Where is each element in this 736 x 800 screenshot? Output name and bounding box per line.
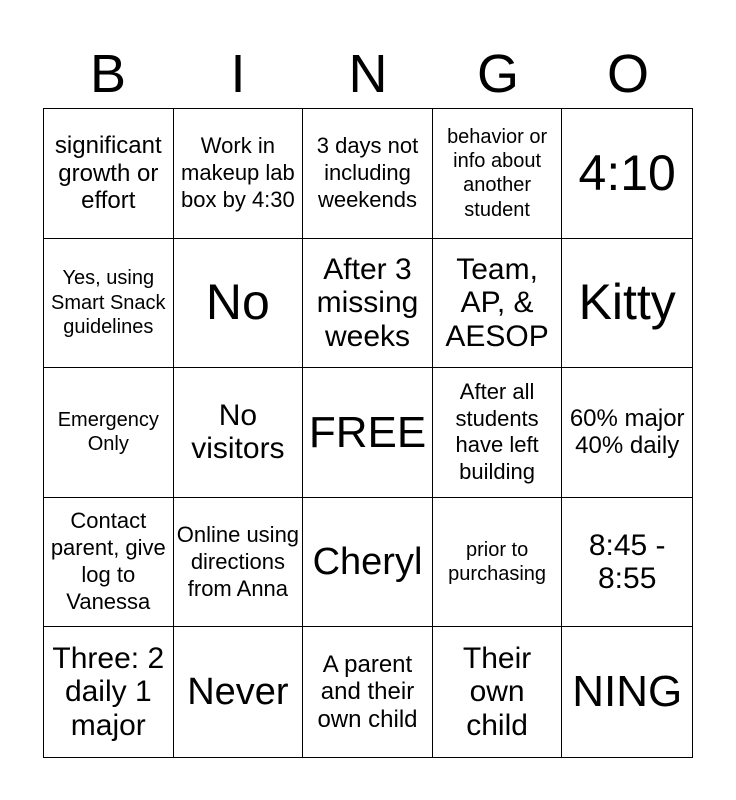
bingo-board [43, 108, 693, 758]
bingo-cell-r5c3[interactable]: A parent and their own child [303, 627, 433, 757]
bingo-cell-r5c5[interactable]: NING [572, 667, 683, 717]
bingo-header [43, 40, 693, 108]
bingo-cell-r5c1[interactable]: Three: 2 daily 1 major [44, 627, 174, 757]
bingo-cell-r1c3[interactable]: 3 days not including weekends [303, 109, 433, 239]
bingo-cell-r4c2[interactable]: Online using directions from Anna [174, 498, 304, 628]
bingo-cell-r4c4[interactable]: prior to purchasing [433, 498, 563, 628]
bingo-cell-r3c1[interactable]: Emergency Only [44, 368, 174, 498]
header-letter-n: N [348, 44, 388, 104]
bingo-cell-r2c1[interactable]: Yes, using Smart Snack guidelines [44, 239, 174, 369]
bingo-cell-r3c3[interactable]: FREE [303, 368, 433, 498]
bingo-cell-r4c1[interactable]: Contact parent, give log to Vanessa [44, 498, 174, 628]
header-letter-b: B [89, 44, 127, 104]
bingo-cell-r4c3[interactable]: Cheryl [303, 498, 433, 628]
bingo-cell-r3c4[interactable]: After all students have left building [433, 368, 563, 498]
bingo-cell-r2c3[interactable]: After 3 missing weeks [303, 239, 433, 369]
bingo-cell-r3c2[interactable]: No visitors [174, 368, 304, 498]
bingo-cell-r1c2[interactable]: Work in makeup lab box by 4:30 [174, 109, 304, 239]
bingo-cell-r2c4[interactable]: Team, AP, & AESOP [433, 239, 563, 369]
header-letter-i: I [230, 44, 246, 104]
bingo-cell-r4c5[interactable]: 8:45 - 8:55 [562, 498, 692, 628]
bingo-cell-r2c5[interactable]: Kitty [562, 239, 692, 369]
bingo-cell-r1c5[interactable]: 4:10 [562, 109, 692, 239]
bingo-cell-r3c5[interactable]: 60% major 40% daily [562, 368, 692, 498]
bingo-cell-r1c4[interactable]: behavior or info about another student [433, 109, 563, 239]
bingo-cell-r2c2[interactable]: No [174, 239, 304, 369]
bingo-cell-r5c2[interactable]: Never [174, 627, 304, 757]
header-letter-g: G [476, 44, 519, 104]
bingo-cell-r1c1[interactable]: significant growth or effort [44, 109, 174, 239]
header-letter-o: O [606, 44, 649, 104]
bingo-cell-r5c4[interactable]: Their own child [433, 627, 563, 757]
